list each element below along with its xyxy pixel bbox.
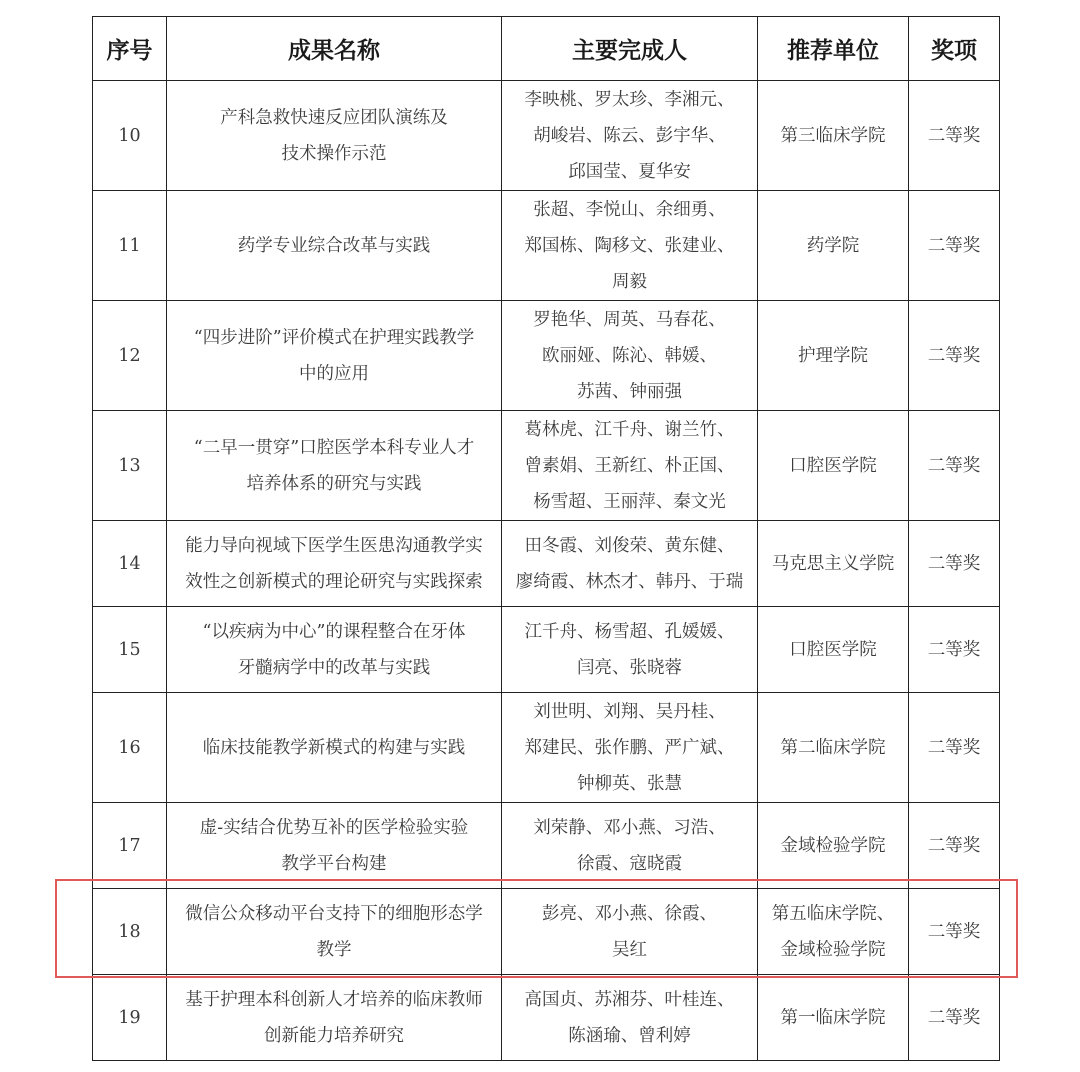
cell-people	[502, 81, 758, 191]
table-row	[93, 411, 1000, 521]
cell-achievement-name	[167, 301, 502, 411]
cell-achievement-name-line: 技术操作示范	[281, 143, 387, 164]
cell-achievement-name-line: 效性之创新模式的理论研究与实践探索	[185, 571, 483, 592]
cell-unit-line: 第三临床学院	[780, 125, 886, 146]
cell-people-line: 周毅	[612, 271, 647, 292]
cell-people-line: 田冬霞、刘俊荣、黄东健、	[524, 535, 735, 556]
cell-people-line: 徐霞、寇晓霞	[577, 853, 682, 874]
cell-seq: 11	[93, 191, 167, 301]
cell-people-line: 钟柳英、张慧	[577, 773, 682, 794]
table-row	[93, 81, 1000, 191]
header-award: 奖项	[909, 17, 1000, 81]
cell-unit	[758, 301, 909, 411]
cell-people-line: 曾素娟、王新红、朴正国、	[524, 455, 735, 476]
cell-unit	[758, 411, 909, 521]
cell-achievement-name	[167, 693, 502, 803]
cell-award: 二等奖	[909, 803, 1000, 889]
cell-award: 二等奖	[909, 975, 1000, 1061]
cell-seq: 12	[93, 301, 167, 411]
table-row	[93, 191, 1000, 301]
header-people: 主要完成人	[502, 17, 758, 81]
cell-achievement-name-line: 创新能力培养研究	[264, 1025, 404, 1046]
cell-people-line: 邱国莹、夏华安	[568, 161, 691, 182]
cell-achievement-name-line: “二早一贯穿”口腔医学本科专业人才	[193, 437, 475, 458]
cell-people-line: 葛林虎、江千舟、谢兰竹、	[524, 419, 735, 440]
cell-achievement-name-line: “四步进阶”评价模式在护理实践教学	[193, 327, 475, 348]
table-row	[93, 693, 1000, 803]
cell-achievement-name-line: “以疾病为中心”的课程整合在牙体	[202, 621, 466, 642]
cell-people-line: 胡峻岩、陈云、彭宇华、	[533, 125, 726, 146]
awards-table	[92, 16, 1000, 1061]
table-header-row	[93, 17, 1000, 81]
cell-people-line: 苏茜、钟丽强	[577, 381, 682, 402]
cell-people	[502, 191, 758, 301]
header-unit: 推荐单位	[758, 17, 909, 81]
cell-people	[502, 521, 758, 607]
cell-unit-line: 第二临床学院	[780, 737, 886, 758]
cell-achievement-name-line: 产科急救快速反应团队演练及	[220, 107, 448, 128]
cell-unit-line: 金域检验学院	[780, 939, 886, 960]
cell-award: 二等奖	[909, 521, 1000, 607]
cell-award: 二等奖	[909, 301, 1000, 411]
cell-achievement-name-line: 牙髓病学中的改革与实践	[237, 657, 431, 678]
cell-award: 二等奖	[909, 411, 1000, 521]
cell-achievement-name-line: 能力导向视域下医学生医患沟通教学实	[185, 535, 483, 556]
cell-award: 二等奖	[909, 191, 1000, 301]
cell-achievement-name-line: 微信公众移动平台支持下的细胞形态学	[185, 903, 483, 924]
cell-people	[502, 607, 758, 693]
cell-seq: 16	[93, 693, 167, 803]
cell-people-line: 吴红	[612, 939, 647, 960]
header-name: 成果名称	[167, 17, 502, 81]
cell-achievement-name	[167, 889, 502, 975]
table-body	[93, 81, 1000, 1061]
cell-unit-line: 药学院	[806, 235, 860, 256]
cell-unit	[758, 521, 909, 607]
cell-people-line: 杨雪超、王丽萍、秦文光	[533, 491, 726, 512]
cell-unit-line: 护理学院	[798, 345, 868, 366]
cell-achievement-name-line: 中的应用	[299, 363, 369, 384]
cell-unit-line: 口腔医学院	[789, 455, 877, 476]
cell-achievement-name	[167, 803, 502, 889]
cell-seq: 10	[93, 81, 167, 191]
cell-achievement-name-line: 教学平台构建	[281, 853, 387, 874]
cell-achievement-name	[167, 521, 502, 607]
cell-people	[502, 693, 758, 803]
cell-unit	[758, 803, 909, 889]
cell-unit-line: 马克思主义学院	[771, 553, 895, 574]
cell-seq: 18	[93, 889, 167, 975]
cell-people-line: 郑建民、张作鹏、严广斌、	[524, 737, 735, 758]
cell-award: 二等奖	[909, 607, 1000, 693]
cell-seq: 13	[93, 411, 167, 521]
cell-seq: 17	[93, 803, 167, 889]
cell-achievement-name	[167, 191, 502, 301]
cell-people-line: 刘世明、刘翔、吴丹桂、	[533, 701, 726, 722]
cell-people-line: 高国贞、苏湘芬、叶桂连、	[524, 989, 735, 1010]
table-row	[93, 301, 1000, 411]
cell-people-line: 张超、李悦山、余细勇、	[533, 199, 726, 220]
table-row	[93, 607, 1000, 693]
cell-people	[502, 411, 758, 521]
cell-seq: 19	[93, 975, 167, 1061]
cell-people	[502, 975, 758, 1061]
cell-achievement-name-line: 教学	[316, 939, 352, 960]
cell-award: 二等奖	[909, 81, 1000, 191]
cell-unit-line: 第一临床学院	[780, 1007, 886, 1028]
header-seq: 序号	[93, 17, 167, 81]
cell-unit	[758, 81, 909, 191]
table-row	[93, 889, 1000, 975]
cell-award: 二等奖	[909, 889, 1000, 975]
cell-people	[502, 889, 758, 975]
cell-people-line: 罗艳华、周英、马春花、	[533, 309, 726, 330]
cell-unit-line: 口腔医学院	[789, 639, 877, 660]
table-row	[93, 975, 1000, 1061]
cell-people-line: 彭亮、邓小燕、徐霞、	[542, 903, 717, 924]
cell-unit-line: 金域检验学院	[780, 835, 886, 856]
cell-people-line: 李映桃、罗太珍、李湘元、	[524, 89, 735, 110]
cell-people-line: 闫亮、张晓蓉	[577, 657, 682, 678]
cell-achievement-name-line: 临床技能教学新模式的构建与实践	[202, 737, 466, 758]
cell-people-line: 江千舟、杨雪超、孔媛媛、	[524, 621, 735, 642]
cell-unit	[758, 607, 909, 693]
cell-people-line: 刘荣静、邓小燕、习浩、	[533, 817, 726, 838]
cell-unit-line: 第五临床学院、	[771, 903, 895, 924]
cell-people	[502, 301, 758, 411]
cell-people-line: 欧丽娅、陈沁、韩媛、	[542, 345, 717, 366]
cell-achievement-name-line: 虚-实结合优势互补的医学检验实验	[199, 817, 469, 838]
cell-unit	[758, 693, 909, 803]
cell-people	[502, 803, 758, 889]
cell-unit	[758, 889, 909, 975]
cell-achievement-name	[167, 411, 502, 521]
cell-people-line: 郑国栋、陶移文、张建业、	[524, 235, 735, 256]
cell-unit	[758, 975, 909, 1061]
cell-achievement-name-line: 基于护理本科创新人才培养的临床教师	[185, 989, 483, 1010]
cell-achievement-name	[167, 607, 502, 693]
cell-achievement-name-line: 培养体系的研究与实践	[246, 473, 422, 494]
cell-achievement-name-line: 药学专业综合改革与实践	[237, 235, 431, 256]
awards-table-container	[92, 16, 999, 1061]
cell-people-line: 廖绮霞、林杰才、韩丹、于瑞	[515, 571, 744, 592]
cell-achievement-name	[167, 975, 502, 1061]
table-row	[93, 521, 1000, 607]
table-row	[93, 803, 1000, 889]
cell-achievement-name	[167, 81, 502, 191]
cell-award: 二等奖	[909, 693, 1000, 803]
cell-people-line: 陈涵瑜、曾利婷	[568, 1025, 691, 1046]
cell-unit	[758, 191, 909, 301]
cell-seq: 14	[93, 521, 167, 607]
cell-seq: 15	[93, 607, 167, 693]
